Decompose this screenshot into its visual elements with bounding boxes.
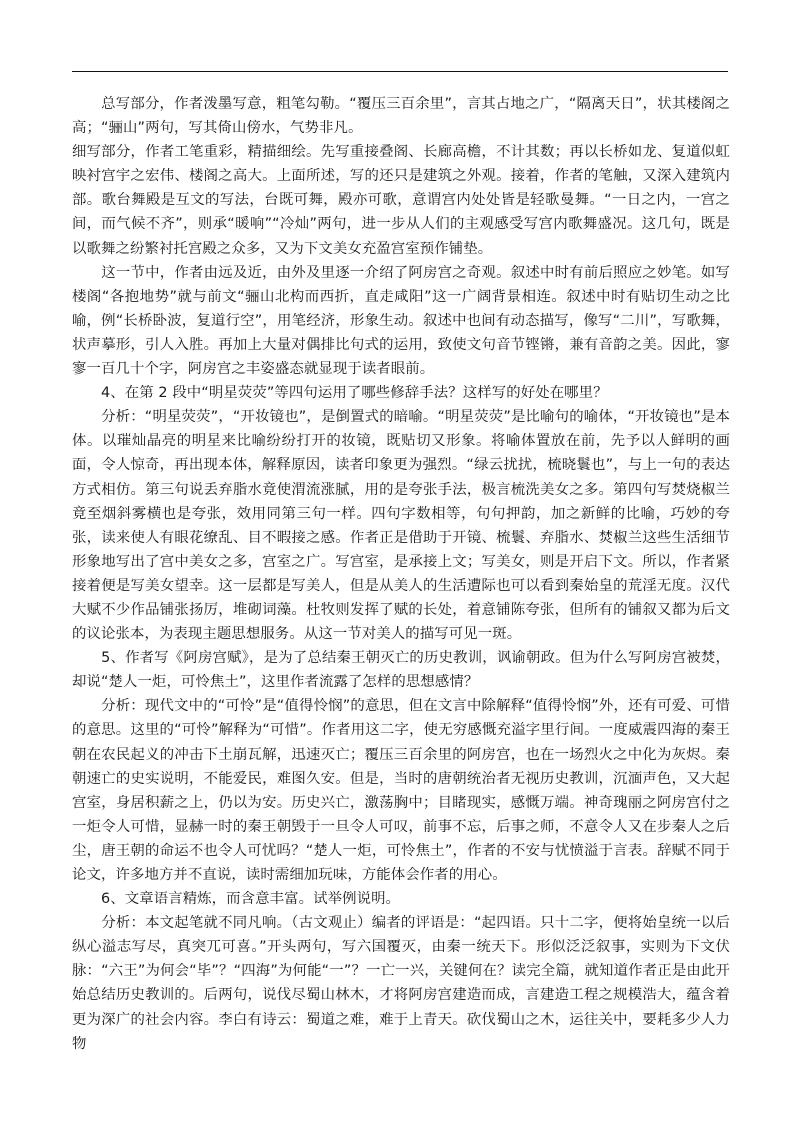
paragraph-section-summary: 这一节中，作者由远及近，由外及里逐一介绍了阿房宫之奇观。叙述中时有前后照应之妙笔。如写楼阁“各抱地势”就与前文“骊山北构而西折，直走咸阳”这一广阔背景相连。叙述中时有贴切生动之比喻，例“长桥卧波，复道行空”，用笔经济，形象生动。叙述中也间有动态描写，像写“二川”，写歌舞，状声摹形，引人入胜。再加上大量对偶排比句式的运用，致使文句音节铿锵，兼有音韵之美。因此，寥寥一百几十个字，阿房宫之丰姿盛态就显现于读者眼前。	[72, 264, 730, 378]
header-rule	[72, 71, 728, 72]
paragraph-detail: 细写部分，作者工笔重彩，精描细绘。先写重接叠阁、长廊高檐，不计其数；再以长桥如龙、复道似虹映衬宫宇之宏伟、楼阁之高大。上面所述，写的还只是建筑之外观。接着，作者的笔触，又深入建筑内部。歌台舞殿是互文的写法，台既可舞，殿亦可歌，意谓宫内处处皆是轻歌曼舞。“一日之内，一宫之间，而气候不齐”，则承“暖响”“冷灿”两句，进一步从人们的主观感受写宫内歌舞盛况。这几句，既是以歌舞之纷繁衬托宫殿之众多，又为下文美女充盈宫室预作铺垫。	[72, 144, 730, 257]
paragraph-overview: 总写部分，作者泼墨写意，粗笔勾勒。“覆压三百余里”，言其占地之广，“隔离天日”，状其楼阁之高；“骊山”两句，写其倚山傍水，气势非凡。	[72, 96, 730, 137]
question-5: 5、作者写《阿房宫赋》，是为了总结秦王朝灭亡的历史教训，讽谕朝政。但为什么写阿房宫被焚，却说“楚人一炬，可怜焦土”，这里作者流露了怎样的思想感情？	[72, 650, 730, 691]
analysis-6: 分析：本文起笔就不同凡响。（古文观止）编者的评语是：“起四语。只十二字，便将始皇统一以后纵心溢志写尽，真突兀可喜。”开头两句，写六国覆灭，由秦一统天下。形似泛泛叙事，实则为下文伏脉：“六王”为何会“毕”？“四海”为何能“一”？一亡一兴，关键何在？读完全篇，就知道作者正是由此开始总结历史教训的。后两句，说伐尽蜀山林木，才将阿房宫建造而成，言建造工程之规模浩大，蕴含着更为深广的社会内容。李白有诗云：蜀道之难，难于上青天。砍伐蜀山之木，运往关中，要耗多少人力物	[72, 915, 730, 1052]
question-4: 4、在第 2 段中“明星荧荧”等四句运用了哪些修辞手法？这样写的好处在哪里？	[72, 385, 608, 402]
document-body	[72, 92, 730, 1056]
analysis-4: 分析：“明星荧荧”，“开妆镜也”，是倒置式的暗喻。“明星荧荧”是比喻句的喻体，“开妆镜也”是本体。以璀灿晶亮的明星来比喻纷纷打开的妆镜，既贴切又形象。将喻体置放在前，先予以人鲜明的画面，令人惊奇，再出现本体，解释原因，读者印象更为强烈。“绿云扰扰，梳晓鬟也”，与上一句的表达方式相仿。第三句说丢弃脂水竟使渭流涨腻，用的是夸张手法，极言梳洗美女之多。第四句写焚烧椒兰竟至烟斜雾横也是夸张，效用同第三句一样。四句字数相等，句句押韵，加之新鲜的比喻，巧妙的夸张，读来使人有眼花缭乱、目不暇接之感。作者正是借助于开镜、梳鬟、弃脂水、焚椒兰这些生活细节形象地写出了宫中美女之多，宫室之广。写宫室，是承接上文；写美女，则是开启下文。所以，作者紧接着便是写美女望幸。这一层都是写美人，但是从美人的生活遭际也可以看到秦始皇的荒淫无度。汉代大赋不少作品铺张扬厉，堆砌词藻。杜牧则发挥了赋的长处，着意铺陈夸张，但所有的铺叙又都为后文的议论张本，为表现主题思想服务。从这一节对美人的描写可见一斑。	[72, 409, 730, 643]
analysis-5: 分析：现代文中的“可怜”是“值得怜悯”的意思，但在文言中除解释“值得怜悯”外，还有可爱、可惜的意思。这里的“可怜”解释为“可惜”。作者用这二字，使无穷感慨充溢字里行间。一度威震四海的秦王朝在农民起义的冲击下土崩瓦解，迅速灭亡；覆压三百余里的阿房宫，也在一场烈火之中化为灰烬。秦朝速亡的史实说明，不能爱民，难图久安。但是，当时的唐朝统治者无视历史教训，沉湎声色，又大起宫室，身居积薪之上，仍以为安。历史兴亡，激荡胸中；目睹现实，感慨万端。神奇瑰丽之阿房宫付之一炬令人可惜，显赫一时的秦王朝毁于一旦令人可叹，前事不忘，后事之师，不意令人又在步秦人之后尘，唐王朝的命运不也令人可忧吗？“楚人一炬，可怜焦土”，作者的不安与忧愤溢于言表。辞赋不同于论文，许多地方并不直说，读时需细加玩味，方能体会作者的用心。	[72, 698, 730, 883]
question-6: 6、文章语言精炼，而含意丰富。试举例说明。	[72, 891, 401, 908]
